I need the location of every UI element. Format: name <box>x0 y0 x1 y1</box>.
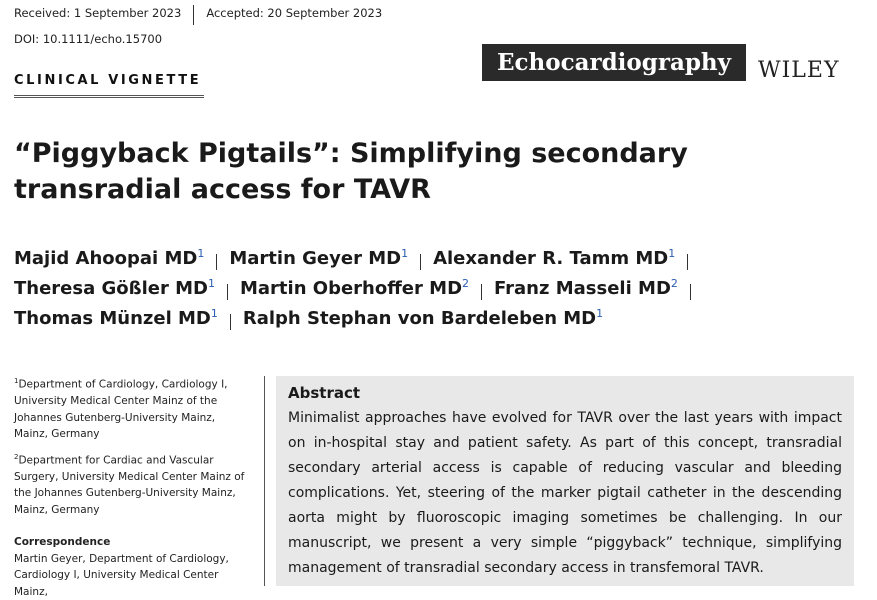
abstract-heading: Abstract <box>288 384 842 402</box>
column-rule <box>264 376 265 586</box>
author[interactable] <box>229 247 408 269</box>
author[interactable] <box>240 277 469 299</box>
publisher-logo[interactable]: WILEY <box>758 58 840 83</box>
affiliation-ref[interactable]: 1 <box>208 277 215 290</box>
author-row <box>14 307 864 337</box>
section-label: CLINICAL VIGNETTE <box>14 73 201 88</box>
affiliation-ref[interactable]: 1 <box>197 247 204 260</box>
author-list <box>14 247 864 337</box>
author-name: Franz Masseli MD <box>494 278 671 299</box>
author-name: Martin Geyer MD <box>229 248 401 269</box>
affiliation <box>14 449 252 519</box>
doi-link[interactable]: DOI: 10.1111/echo.15700 <box>14 32 162 46</box>
accepted-date: Accepted: 20 September 2023 <box>194 6 382 25</box>
author[interactable] <box>14 277 215 299</box>
author[interactable] <box>494 277 678 299</box>
divider <box>227 284 228 300</box>
article-dates <box>14 6 382 25</box>
author-name: Thomas Münzel MD <box>14 308 211 329</box>
affiliation <box>14 373 252 443</box>
sidebar-info <box>14 373 252 600</box>
divider <box>481 284 482 300</box>
abstract-text: Minimalist approaches have evolved for TAVR over the last years with impact on in-hospital stay and patient safety. As part of this concept, transradial secondary arterial access is capable of reducing vascular and bleeding complications. Yet, steering of the marker pigtail catheter in the descending aorta might by fluoroscopic imaging sometimes be challenging. In our manuscript, we present a very simple “piggyback” technique, simplifying management of transradial secondary access in transfemoral TAVR. <box>288 406 842 581</box>
author-name: Ralph Stephan von Bardeleben MD <box>243 308 596 329</box>
author-name: Martin Oberhoffer MD <box>240 278 462 299</box>
author[interactable] <box>14 307 218 329</box>
author[interactable] <box>243 307 603 329</box>
affiliation-number: 2 <box>14 453 18 461</box>
section-rule <box>14 95 204 98</box>
divider <box>420 254 421 270</box>
author-name: Theresa Gößler MD <box>14 278 208 299</box>
abstract-box <box>276 376 854 586</box>
divider <box>230 314 231 330</box>
author-row <box>14 247 864 277</box>
affiliation-text: Department of Cardiology, Cardiology I, University Medical Center Mainz of the Johannes Gutenberg-University Mainz, Mainz, Germany <box>14 379 228 441</box>
author-name: Majid Ahoopai MD <box>14 248 197 269</box>
received-date: Received: 1 September 2023 <box>14 6 193 25</box>
author-row <box>14 277 864 307</box>
author-name: Alexander R. Tamm MD <box>433 248 668 269</box>
affiliation-text: Department for Cardiac and Vascular Surgery, University Medical Center Mainz of the Johannes Gutenberg-University Mainz, Mainz, Germany <box>14 454 244 516</box>
divider <box>687 254 688 270</box>
affiliation-ref[interactable]: 1 <box>401 247 408 260</box>
affiliation-ref[interactable]: 1 <box>596 307 603 320</box>
correspondence-heading: Correspondence <box>14 534 252 551</box>
article-title: “Piggyback Pigtails”: Simplifying secondary transradial access for TAVR <box>14 136 864 208</box>
author[interactable] <box>14 247 204 269</box>
affiliation-ref[interactable]: 2 <box>462 277 469 290</box>
affiliation-ref[interactable]: 2 <box>671 277 678 290</box>
affiliation-ref[interactable]: 1 <box>668 247 675 260</box>
correspondence-text: Martin Geyer, Department of Cardiology, Cardiology I, University Medical Center Mainz, <box>14 551 252 600</box>
affiliation-ref[interactable]: 1 <box>211 307 218 320</box>
divider <box>216 254 217 270</box>
journal-logo[interactable]: Echocardiography <box>482 44 746 81</box>
affiliation-number: 1 <box>14 377 18 385</box>
divider <box>690 284 691 300</box>
author[interactable] <box>433 247 675 269</box>
